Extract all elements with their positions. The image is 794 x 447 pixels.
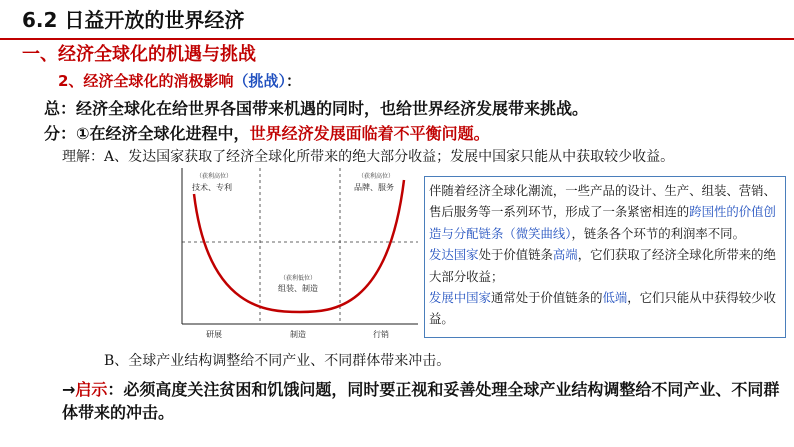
left-top-label: 技术、专利 (192, 183, 232, 192)
understanding-text: 理解：A、发达国家获取了经济全球化所带来的绝大部分收益；发展中国家只能从中获取较少收益。 (62, 149, 675, 165)
right-top-small: （获利高位） (358, 173, 395, 180)
subheading-paren-open: （ (233, 72, 249, 90)
subheading-prefix: 2、经济全球化的消极影响 (58, 72, 234, 90)
title-bar (0, 0, 794, 45)
x-label-2: 制造 (290, 330, 306, 339)
subheading-suffix: ： (286, 72, 302, 90)
explanation-box (424, 176, 786, 338)
box-p2d: ，它们获取了经济全球化所带来的绝大部分收益； (429, 247, 776, 284)
point-b-text: B、全球产业结构调整给不同产业、不同群体带来冲击。 (104, 353, 451, 369)
section-heading: 一、经济全球化的机遇与挑战 (22, 44, 256, 65)
box-p2b: 处于价值链条 (478, 247, 553, 263)
point1-prefix: 分：①在经济全球化进程中， (44, 124, 250, 143)
box-p1c: ，链条各个环节的利润率不同。 (571, 225, 745, 241)
box-p3c: 低端 (602, 290, 628, 306)
box-p3d: ，它们只能从中获得较少收益。 (429, 290, 776, 327)
subheading (58, 70, 301, 91)
point1-highlight: 世界经济发展面临着不平衡问题。 (249, 124, 490, 143)
inspiration-body: ：必须高度关注贫困和饥饿问题，同时要正视和妥善处理全球产业结构调整给不同产业、不同群体带来的冲击。 (62, 380, 780, 422)
arrow-glyph: → (62, 380, 76, 399)
box-p2a: 发达国家 (429, 247, 479, 263)
right-top-label: 品牌、服务 (354, 183, 394, 192)
x-label-3: 行销 (373, 330, 389, 339)
inspiration-label: 启示 (75, 380, 108, 399)
box-p1b: 跨国性的价值创造与分配链条（微笑曲线） (429, 204, 776, 241)
bottom-small: （获利低位） (280, 275, 317, 282)
summary-line: 总：经济全球化在给世界各国带来机遇的同时，也给世界经济发展带来挑战。 (44, 99, 589, 118)
smile-curve-chart (168, 160, 424, 345)
box-p1a: 伴随着经济全球化潮流，一些产品的设计、生产、组装、营销、售后服务等一系列环节，形成了一条紧密相连的 (429, 183, 776, 220)
subheading-keyword: 挑战 (248, 72, 279, 90)
left-top-small: （获利高位） (196, 173, 233, 180)
box-p2c: 高端 (552, 247, 578, 263)
inspiration-text (62, 378, 782, 424)
bottom-label: 组装、制造 (278, 284, 318, 293)
box-p3a: 发展中国家 (429, 290, 491, 306)
box-p3b: 通常处于价值链条的 (490, 290, 603, 306)
page-title: 6.2 日益开放的世界经济 (22, 8, 245, 32)
point1-line (44, 121, 490, 144)
subheading-paren-close: ） (278, 72, 286, 90)
x-label-1: 研展 (206, 330, 222, 339)
